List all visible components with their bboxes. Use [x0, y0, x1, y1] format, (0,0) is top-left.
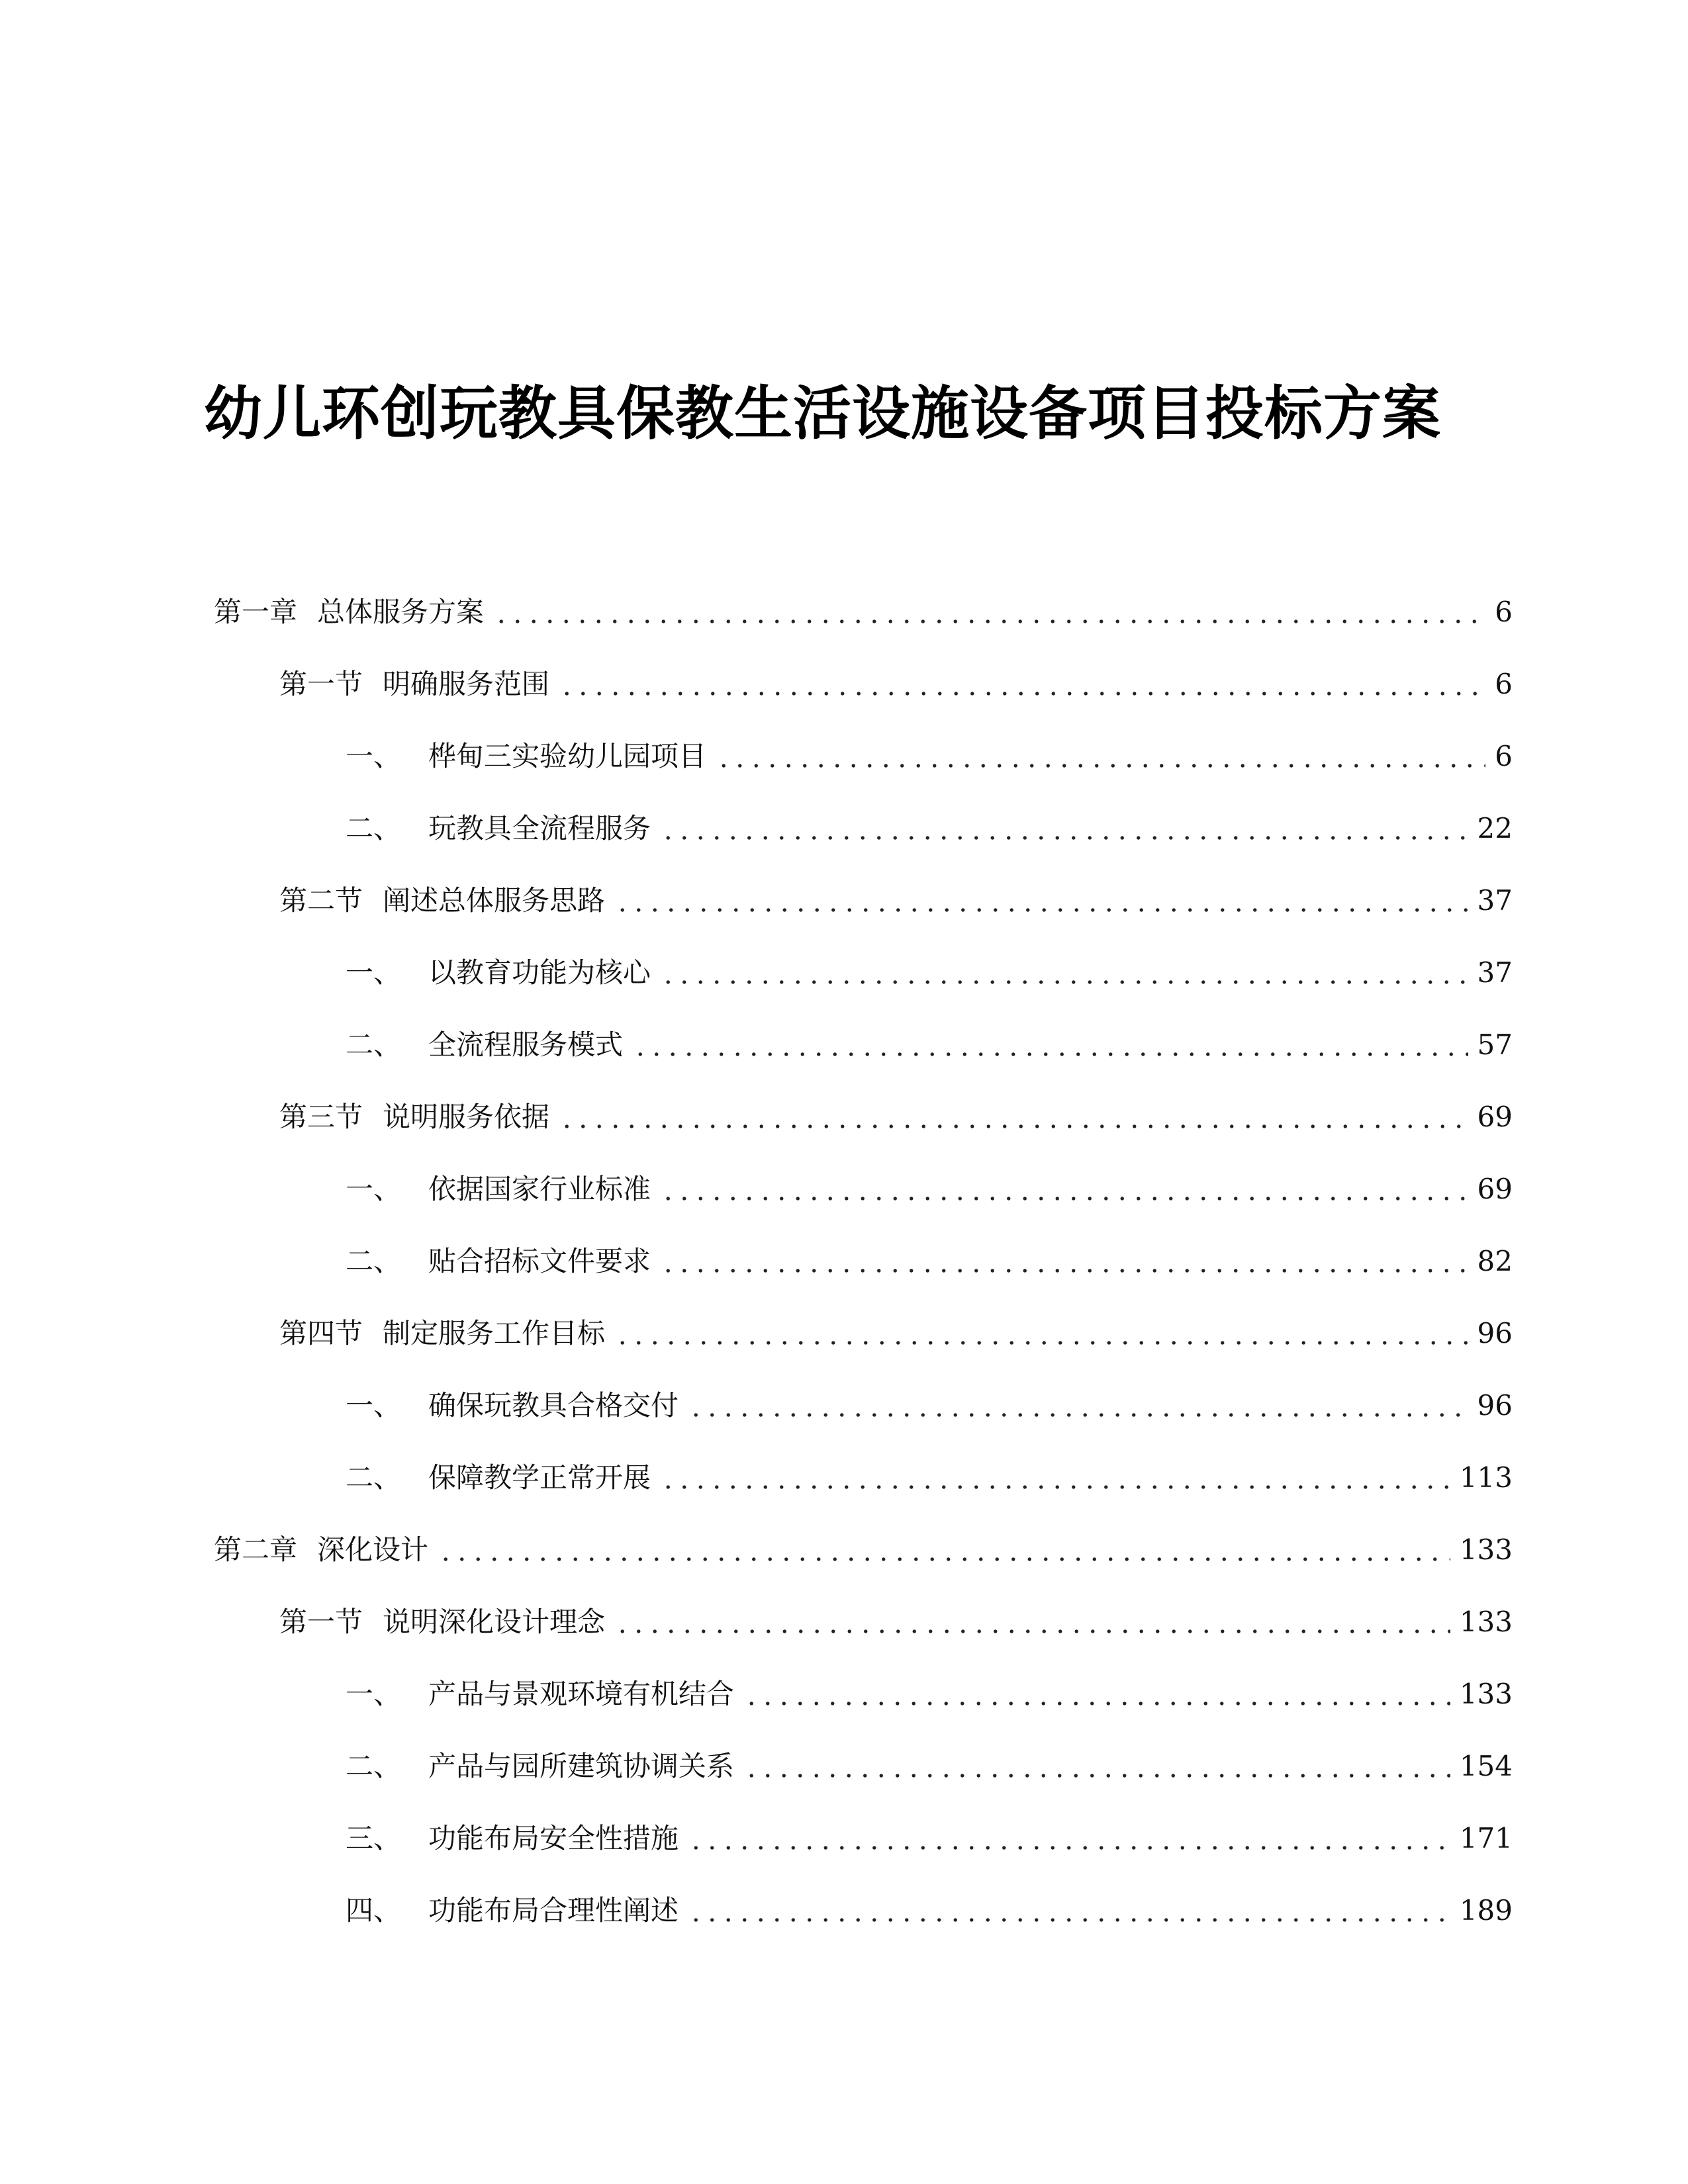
toc-page-number: 6 — [1495, 667, 1513, 700]
toc-entry-title: 深化设计 — [317, 1533, 429, 1566]
toc-page-number: 154 — [1459, 1749, 1513, 1782]
toc-dot-leader — [743, 1754, 1450, 1779]
toc-entry-title: 产品与景观环境有机结合 — [428, 1677, 735, 1710]
toc-entry-number: 二、 — [346, 1749, 402, 1782]
toc-entry-number: 第二章 — [214, 1533, 298, 1566]
toc-entry-section-1-1[interactable] — [0, 648, 1688, 720]
toc-dot-leader — [660, 960, 1468, 985]
toc-dot-leader — [614, 888, 1468, 913]
toc-page-number: 6 — [1495, 595, 1513, 628]
toc-entry-section-2-1[interactable] — [0, 1586, 1688, 1658]
toc-page-number: 69 — [1477, 1172, 1513, 1205]
toc-dot-leader — [438, 1537, 1450, 1563]
toc-entry-title: 产品与园所建筑协调关系 — [428, 1749, 735, 1782]
toc-entry-title: 以教育功能为核心 — [428, 956, 651, 989]
toc-entry-item-2-1-2[interactable] — [0, 1730, 1688, 1802]
toc-entry-item-1-2-2[interactable] — [0, 1009, 1688, 1081]
toc-entry-chapter-1[interactable] — [0, 576, 1688, 648]
toc-entry-item-1-4-2[interactable] — [0, 1441, 1688, 1514]
toc-entry-number: 二、 — [346, 811, 402, 844]
toc-entry-number: 二、 — [346, 1244, 402, 1277]
toc-entry-title: 总体服务方案 — [317, 595, 485, 628]
toc-dot-leader — [660, 816, 1468, 841]
toc-entry-item-2-1-1[interactable] — [0, 1658, 1688, 1730]
toc-page-number: 69 — [1477, 1100, 1513, 1133]
toc-entry-number: 一、 — [346, 1172, 402, 1205]
toc-dot-leader — [660, 1465, 1450, 1490]
toc-dot-leader — [632, 1032, 1468, 1058]
toc-page-number: 57 — [1477, 1028, 1513, 1061]
document-title: 幼儿环创玩教具保教生活设施设备项目投标方案 — [204, 378, 1442, 447]
toc-dot-leader — [493, 600, 1485, 625]
toc-entry-item-2-1-3[interactable] — [0, 1802, 1688, 1874]
toc-page-number: 133 — [1459, 1533, 1513, 1566]
toc-entry-number: 第一节 — [279, 667, 363, 700]
table-of-contents — [0, 576, 1688, 1946]
toc-entry-number: 第二节 — [279, 884, 363, 917]
toc-entry-title: 功能布局安全性措施 — [428, 1821, 679, 1854]
toc-entry-title: 阐述总体服务思路 — [383, 884, 606, 917]
toc-entry-number: 四、 — [346, 1893, 402, 1927]
toc-dot-leader — [559, 672, 1485, 697]
toc-dot-leader — [688, 1393, 1468, 1418]
toc-page-number: 96 — [1477, 1388, 1513, 1422]
toc-dot-leader — [688, 1826, 1450, 1851]
toc-dot-leader — [688, 1898, 1450, 1923]
toc-entry-title: 功能布局合理性阐述 — [428, 1893, 679, 1927]
toc-page-number: 133 — [1459, 1677, 1513, 1710]
toc-dot-leader — [660, 1177, 1468, 1202]
toc-page-number: 96 — [1477, 1316, 1513, 1349]
toc-entry-number: 第三节 — [279, 1100, 363, 1133]
toc-entry-number: 一、 — [346, 1677, 402, 1710]
toc-entry-number: 第一节 — [279, 1605, 363, 1638]
toc-page-number: 171 — [1459, 1821, 1513, 1854]
toc-entry-item-1-2-1[interactable] — [0, 936, 1688, 1009]
toc-entry-item-1-1-2[interactable] — [0, 792, 1688, 864]
toc-dot-leader — [559, 1105, 1468, 1130]
toc-entry-title: 确保玩教具合格交付 — [428, 1388, 679, 1422]
toc-page-number: 82 — [1477, 1244, 1513, 1277]
toc-page-number: 189 — [1459, 1893, 1513, 1927]
toc-page-number: 113 — [1459, 1461, 1513, 1494]
toc-entry-number: 第一章 — [214, 595, 298, 628]
toc-entry-section-1-2[interactable] — [0, 864, 1688, 936]
toc-page-number: 37 — [1477, 884, 1513, 917]
toc-page-number: 22 — [1477, 811, 1513, 844]
toc-entry-title: 全流程服务模式 — [428, 1028, 624, 1061]
toc-entry-title: 制定服务工作目标 — [383, 1316, 606, 1349]
toc-entry-number: 一、 — [346, 739, 402, 772]
toc-page-number: 133 — [1459, 1605, 1513, 1638]
toc-entry-item-1-4-1[interactable] — [0, 1369, 1688, 1441]
toc-entry-number: 第四节 — [279, 1316, 363, 1349]
toc-entry-title: 说明深化设计理念 — [383, 1605, 606, 1638]
toc-entry-title: 桦甸三实验幼儿园项目 — [428, 739, 707, 772]
toc-entry-title: 说明服务依据 — [383, 1100, 550, 1133]
toc-entry-number: 一、 — [346, 956, 402, 989]
toc-entry-number: 二、 — [346, 1028, 402, 1061]
toc-entry-title: 明确服务范围 — [383, 667, 550, 700]
toc-entry-number: 一、 — [346, 1388, 402, 1422]
toc-entry-title: 保障教学正常开展 — [428, 1461, 651, 1494]
toc-entry-number: 三、 — [346, 1821, 402, 1854]
toc-entry-chapter-2[interactable] — [0, 1514, 1688, 1586]
toc-entry-title: 玩教具全流程服务 — [428, 811, 651, 844]
toc-entry-item-1-1-1[interactable] — [0, 720, 1688, 792]
toc-dot-leader — [743, 1682, 1450, 1707]
toc-entry-number: 二、 — [346, 1461, 402, 1494]
toc-page-number: 6 — [1495, 739, 1513, 772]
toc-entry-item-1-3-1[interactable] — [0, 1153, 1688, 1225]
toc-dot-leader — [716, 744, 1485, 769]
toc-entry-item-2-1-4[interactable] — [0, 1874, 1688, 1946]
toc-page-number: 37 — [1477, 956, 1513, 989]
toc-dot-leader — [614, 1321, 1468, 1346]
toc-entry-item-1-3-2[interactable] — [0, 1225, 1688, 1297]
toc-dot-leader — [660, 1249, 1468, 1274]
toc-entry-section-1-3[interactable] — [0, 1081, 1688, 1153]
toc-entry-section-1-4[interactable] — [0, 1297, 1688, 1369]
toc-dot-leader — [614, 1610, 1450, 1635]
toc-entry-title: 贴合招标文件要求 — [428, 1244, 651, 1277]
toc-entry-title: 依据国家行业标准 — [428, 1172, 651, 1205]
